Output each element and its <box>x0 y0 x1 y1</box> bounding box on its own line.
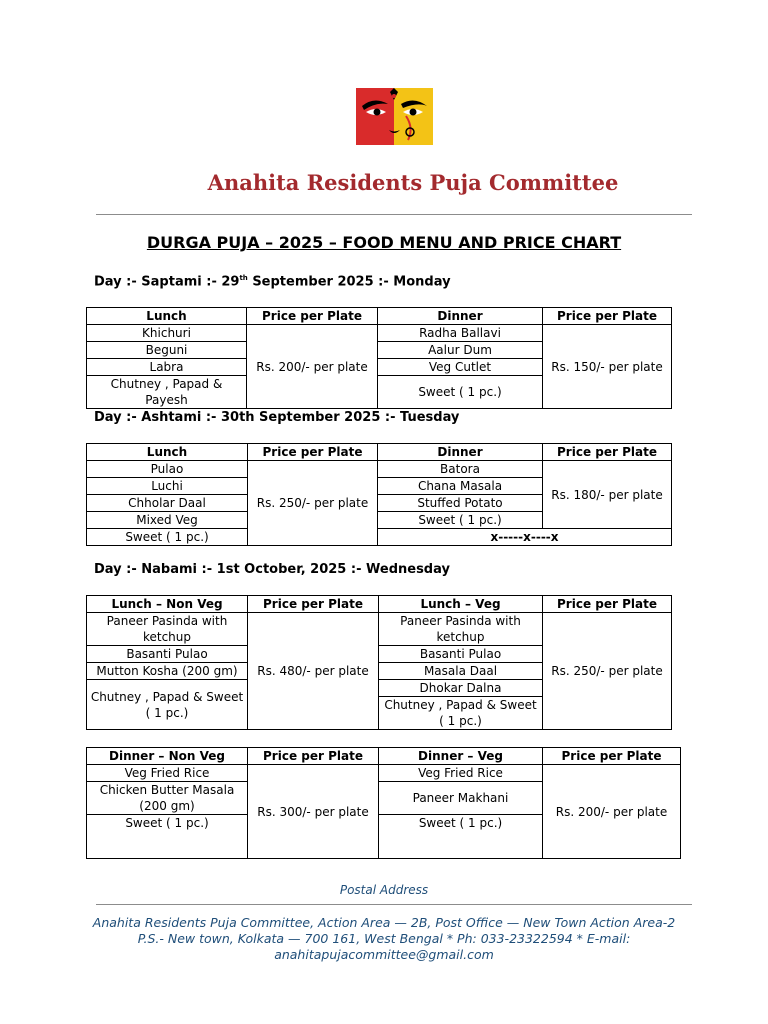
menu-item: Luchi <box>87 478 248 495</box>
menu-item: Dhokar Dalna <box>379 680 543 697</box>
page-title: DURGA PUJA – 2025 – FOOD MENU AND PRICE CHART <box>146 233 622 252</box>
menu-item: Paneer Pasinda with ketchup <box>379 613 543 646</box>
table-header-row <box>87 596 672 613</box>
footer-label: Postal Address <box>339 883 429 897</box>
header-cell: Price per Plate <box>543 444 672 461</box>
table-header-row <box>87 748 681 765</box>
address-line: Anahita Residents Puja Committee, Action Area — 2B, Post Office — New Town Action Area-2 <box>92 915 676 930</box>
menu-item: Masala Daal <box>379 663 543 680</box>
header-cell: Dinner – Veg <box>379 748 543 765</box>
nabami-lunch-table <box>86 595 672 730</box>
filler-cell: x-----x----x <box>378 529 672 546</box>
menu-item: Chutney , Papad & Sweet ( 1 pc.) <box>379 697 543 730</box>
header-cell: Dinner <box>378 444 543 461</box>
price-cell: Rs. 180/- per plate <box>543 461 672 529</box>
price-cell: Rs. 480/- per plate <box>248 613 379 730</box>
org-title: Anahita Residents Puja Committee <box>207 170 619 195</box>
menu-item: Sweet ( 1 pc.) <box>87 815 248 859</box>
header-cell: Price per Plate <box>248 596 379 613</box>
table-row <box>87 529 672 546</box>
price-cell: Rs. 200/- per plate <box>543 765 681 859</box>
table-row <box>87 613 672 646</box>
menu-item: Basanti Pulao <box>87 646 248 663</box>
menu-item: Chicken Butter Masala (200 gm) <box>87 782 248 815</box>
header-cell: Lunch <box>87 308 247 325</box>
menu-item: Khichuri <box>87 325 247 342</box>
table-header-row <box>87 308 672 325</box>
menu-item: Sweet ( 1 pc.) <box>378 376 543 409</box>
price-cell: Rs. 300/- per plate <box>248 765 379 859</box>
header-cell: Dinner <box>378 308 543 325</box>
email-link[interactable]: anahitapujacommittee@gmail.com <box>274 947 494 962</box>
durga-face-logo-icon <box>356 88 433 145</box>
menu-item: Sweet ( 1 pc.) <box>87 529 248 546</box>
header-cell: Dinner – Non Veg <box>87 748 248 765</box>
menu-item: Sweet ( 1 pc.) <box>378 512 543 529</box>
menu-item: Labra <box>87 359 247 376</box>
menu-item: Beguni <box>87 342 247 359</box>
menu-item: Chholar Daal <box>87 495 248 512</box>
header-cell: Price per Plate <box>543 308 672 325</box>
header-cell: Lunch – Non Veg <box>87 596 248 613</box>
footer-divider <box>96 904 692 905</box>
price-cell: Rs. 250/- per plate <box>543 613 672 730</box>
menu-item: Veg Fried Rice <box>379 765 543 782</box>
table-row <box>87 325 672 342</box>
day-heading-ashtami: Day :- Ashtami :- 30th September 2025 :- Tuesday <box>94 410 460 425</box>
footer-address <box>84 915 684 963</box>
day-heading-nabami: Day :- Nabami :- 1st October, 2025 :- Wednesday <box>94 562 450 577</box>
header-divider <box>96 214 692 215</box>
menu-item: Mixed Veg <box>87 512 248 529</box>
menu-item: Veg Cutlet <box>378 359 543 376</box>
menu-item: Stuffed Potato <box>378 495 543 512</box>
menu-item: Batora <box>378 461 543 478</box>
address-line: P.S.- New town, Kolkata — 700 161, West Bengal * Ph: 033-23322594 * E-mail: <box>137 931 631 946</box>
header-cell: Price per Plate <box>248 444 378 461</box>
header-cell: Price per Plate <box>248 748 379 765</box>
menu-item: Chana Masala <box>378 478 543 495</box>
header-cell: Lunch – Veg <box>379 596 543 613</box>
menu-item: Paneer Makhani <box>379 782 543 815</box>
day-heading-saptami: Day :- Saptami :- 29th September 2025 :- Monday <box>94 274 451 290</box>
price-cell: Rs. 250/- per plate <box>248 461 378 546</box>
price-cell: Rs. 150/- per plate <box>543 325 672 409</box>
menu-item: Paneer Pasinda with ketchup <box>87 613 248 646</box>
table-row <box>87 765 681 782</box>
menu-item: Mutton Kosha (200 gm) <box>87 663 248 680</box>
menu-item: Radha Ballavi <box>378 325 543 342</box>
menu-item: Pulao <box>87 461 248 478</box>
saptami-menu-table <box>86 307 672 409</box>
menu-item: Chutney , Papad & Sweet ( 1 pc.) <box>87 680 248 730</box>
header-cell: Price per Plate <box>543 596 672 613</box>
price-cell: Rs. 200/- per plate <box>247 325 378 409</box>
menu-item: Aalur Dum <box>378 342 543 359</box>
table-header-row <box>87 444 672 461</box>
menu-item: Veg Fried Rice <box>87 765 248 782</box>
header-cell: Price per Plate <box>543 748 681 765</box>
menu-item: Basanti Pulao <box>379 646 543 663</box>
menu-item: Sweet ( 1 pc.) <box>379 815 543 859</box>
ashtami-menu-table <box>86 443 672 546</box>
menu-item: Chutney , Papad & Payesh <box>87 376 247 409</box>
table-row <box>87 461 672 478</box>
nabami-dinner-table <box>86 747 681 859</box>
header-cell: Price per Plate <box>247 308 378 325</box>
header-cell: Lunch <box>87 444 248 461</box>
